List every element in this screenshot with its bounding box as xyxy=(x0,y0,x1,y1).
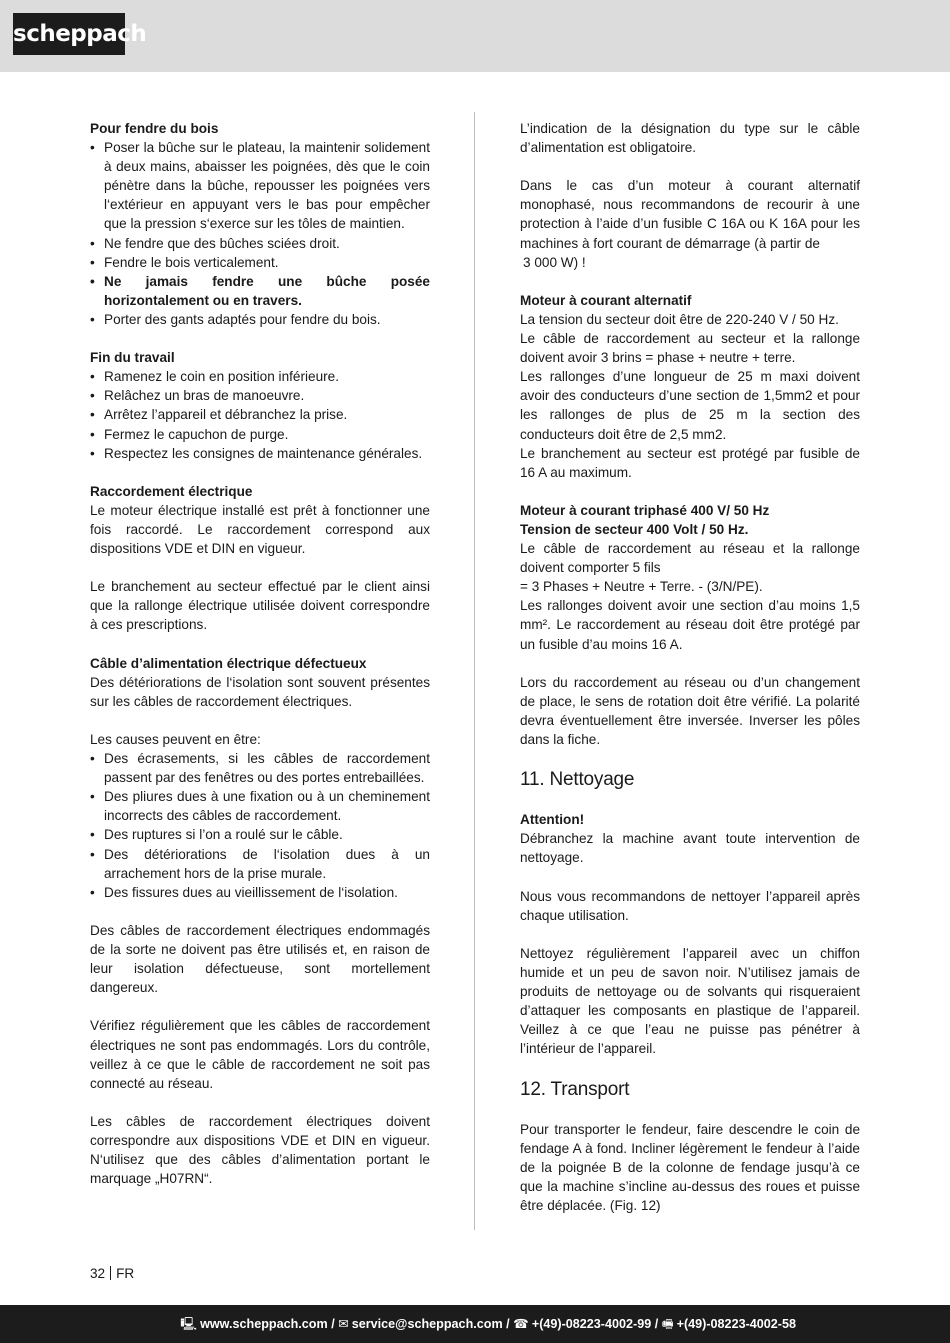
section-heading-splitting: Pour fendre du bois xyxy=(90,121,219,136)
language-code: FR xyxy=(116,1266,135,1281)
paragraph: = 3 Phases + Neutre + Terre. - (3/N/PE). xyxy=(520,579,763,595)
paragraph: 3 000 W) ! xyxy=(523,254,586,270)
list-item: • Porter des gants adaptés pour fendre du bois. xyxy=(90,310,430,329)
section-title-cleaning: 11. Nettoyage xyxy=(520,769,635,791)
fax-number: +(49)-08223-4002-58 xyxy=(676,1317,796,1331)
paragraph: Les rallonges doivent avoir une section d’au moins 1,5 mm². Le raccordement au réseau doit être protégé par un fusible d’au moins 16 A. xyxy=(520,598,860,652)
phone-number: +(49)-08223-4002-99 / xyxy=(531,1317,659,1331)
column-divider xyxy=(474,112,475,1230)
paragraph: Des câbles de raccordement électriques endommagés de la sorte ne doivent pas être utilisés et, en raison de leur isolation défectueuse, sont mortellement dangereux. xyxy=(90,922,430,996)
page-number-value: 32 xyxy=(90,1266,106,1281)
telephone-icon: ☎ xyxy=(513,1317,529,1331)
website-link[interactable]: www.scheppach.com / xyxy=(200,1317,335,1331)
list-item: • Fermez le capuchon de purge. xyxy=(90,425,430,444)
paragraph: Le câble de raccordement au secteur et la rallonge doivent avoir 3 brins = phase + neutre + terre. xyxy=(520,331,860,366)
section-heading-ac-motor: Moteur à courant alternatif xyxy=(520,292,692,308)
list-item: • Fendre le bois verticalement. xyxy=(90,253,430,272)
causes-list xyxy=(90,749,430,902)
list-item: • Des pliures dues à une fixation ou à un cheminement incorrects des câbles de raccordement. xyxy=(90,787,430,825)
list-item: • Des ruptures si l’on a roulé sur le câble. xyxy=(90,825,430,844)
list-item: • Des détériorations de l‘isolation dues à un arrachement hors de la prise murale. xyxy=(90,845,430,883)
computer-icon: 🖳 xyxy=(180,1317,198,1331)
page-number xyxy=(90,1265,134,1283)
list-item: • Arrêtez l’appareil et débranchez la prise. xyxy=(90,405,430,424)
end-of-work-list xyxy=(90,367,430,462)
fax-icon: 🖷 xyxy=(661,1317,674,1331)
scheppach-logo: scheppach xyxy=(13,13,125,55)
footer-bar xyxy=(0,1305,950,1343)
attention-heading: Attention! xyxy=(520,812,585,828)
paragraph: Vérifiez régulièrement que les câbles de raccordement électriques ne sont pas endommagés. Lors du contrôle, veillez à ce que le câble de raccordement ne soit pas connecté au réseau. xyxy=(90,1018,430,1091)
paragraph: Nous vous recommandons de nettoyer l’appareil après chaque utilisation. xyxy=(520,888,860,923)
paragraph: Pour transporter le fendeur, faire descendre le coin de fendage A à fond. Incliner légèrement le fendeur à l’aide de la poignée B de la colonne de fendage jusqu’à ce que la machine s’incline au-dessus des roues et puisse être déplacée. (Fig. 12) xyxy=(520,1121,860,1213)
paragraph: Les causes peuvent en être: xyxy=(90,732,261,747)
right-column xyxy=(520,119,860,1215)
paragraph: Débranchez la machine avant toute intervention de nettoyage. xyxy=(520,831,860,866)
section-heading-three-phase-motor: Moteur à courant triphasé 400 V/ 50 Hz xyxy=(520,502,770,518)
email-link[interactable]: service@scheppach.com / xyxy=(351,1317,510,1331)
paragraph: Les rallonges d’une longueur de 25 m maxi doivent avoir des conducteurs d’une section de 1,5mm2 et pour les rallonges de plus de 25 m la section des conducteurs doit être de 2,5 mm2. xyxy=(520,369,860,442)
list-item-warning: • Ne jamais fendre une bûche posée horizontalement ou en travers. xyxy=(90,272,430,310)
list-item: • Relâchez un bras de manoeuvre. xyxy=(90,386,430,405)
paragraph: Lors du raccordement au réseau ou d’un changement de place, le sens de rotation doit être vérifié. La polarité devra éventuellement être inversée. Inverser les pôles dans la fiche. xyxy=(520,674,860,747)
contact-info xyxy=(180,1305,796,1343)
paragraph: Le moteur électrique installé est prêt à fonctionner une fois raccordé. Le raccordement correspond aux dispositions VDE et DIN en vigueur. xyxy=(90,502,430,557)
paragraph: Nettoyez régulièrement l’appareil avec un chiffon humide et un peu de savon noir. N’utilisez jamais de produits de nettoyage ou de solvants qui risqueraient d’attaquer les composants en plastique de l’appareil. Veillez à ce que l’eau ne puisse pas pénétrer à l’intérieur de l’appareil. xyxy=(520,945,860,1057)
section-title-transport: 12. Transport xyxy=(520,1078,630,1100)
page-separator xyxy=(110,1266,111,1280)
paragraph: Le câble de raccordement au réseau et la rallonge doivent comporter 5 fils xyxy=(520,541,860,576)
list-item: • Poser la bûche sur le plateau, la maintenir solidement à deux mains, abaisser les poignées, dès que le coin pénètre dans la bûche, repousser les poignées vers l‘extérieur en appuyant vers le bas pour empêcher que la pression s‘exerce sur les tôles de maintien. xyxy=(90,138,430,233)
paragraph: La tension du secteur doit être de 220-240 V / 50 Hz. xyxy=(520,311,839,327)
list-item: • Ne fendre que des bûches sciées droit. xyxy=(90,234,430,253)
section-heading-end-of-work: Fin du travail xyxy=(90,350,175,366)
envelope-icon: ✉ xyxy=(338,1317,349,1331)
list-item: • Ramenez le coin en position inférieure. xyxy=(90,367,430,386)
list-item: • Respectez les consignes de maintenance générales. xyxy=(90,444,430,463)
section-heading-electrical-connection: Raccordement électrique xyxy=(90,483,253,499)
splitting-list xyxy=(90,138,430,329)
paragraph: Des détériorations de l‘isolation sont souvent présentes sur les câbles de raccordement électriques. xyxy=(90,674,430,709)
paragraph: Le branchement au secteur effectué par le client ainsi que la rallonge électrique utilisée doivent correspondre à ces prescriptions. xyxy=(90,579,430,633)
list-item: • Des écrasements, si les câbles de raccordement passent par des fenêtres ou des portes entrebaillées. xyxy=(90,749,430,787)
paragraph: Dans le cas d’un moteur à courant alternatif monophasé, nous recommandons de recourir à une protection à l’aide d’un fusible C 16A ou K 16A pour les machines à fort courant de démarrage (à partir de xyxy=(520,178,860,251)
section-heading-mains-voltage: Tension de secteur 400 Volt / 50 Hz. xyxy=(520,521,749,537)
paragraph: Le branchement au secteur est protégé par fusible de 16 A au maximum. xyxy=(520,445,860,480)
top-bar xyxy=(0,0,950,72)
left-column xyxy=(90,119,430,1188)
paragraph: Les câbles de raccordement électriques doivent correspondre aux dispositions VDE et DIN en vigueur. N‘utilisez que des câbles d’alimentation portant le marquage „H07RN“. xyxy=(90,1113,430,1187)
list-item: • Des fissures dues au vieillissement de l‘isolation. xyxy=(90,883,430,902)
section-heading-defective-cable: Câble d’alimentation électrique défectueux xyxy=(90,655,367,671)
paragraph: L’indication de la désignation du type sur le câble d’alimentation est obligatoire. xyxy=(520,121,860,156)
